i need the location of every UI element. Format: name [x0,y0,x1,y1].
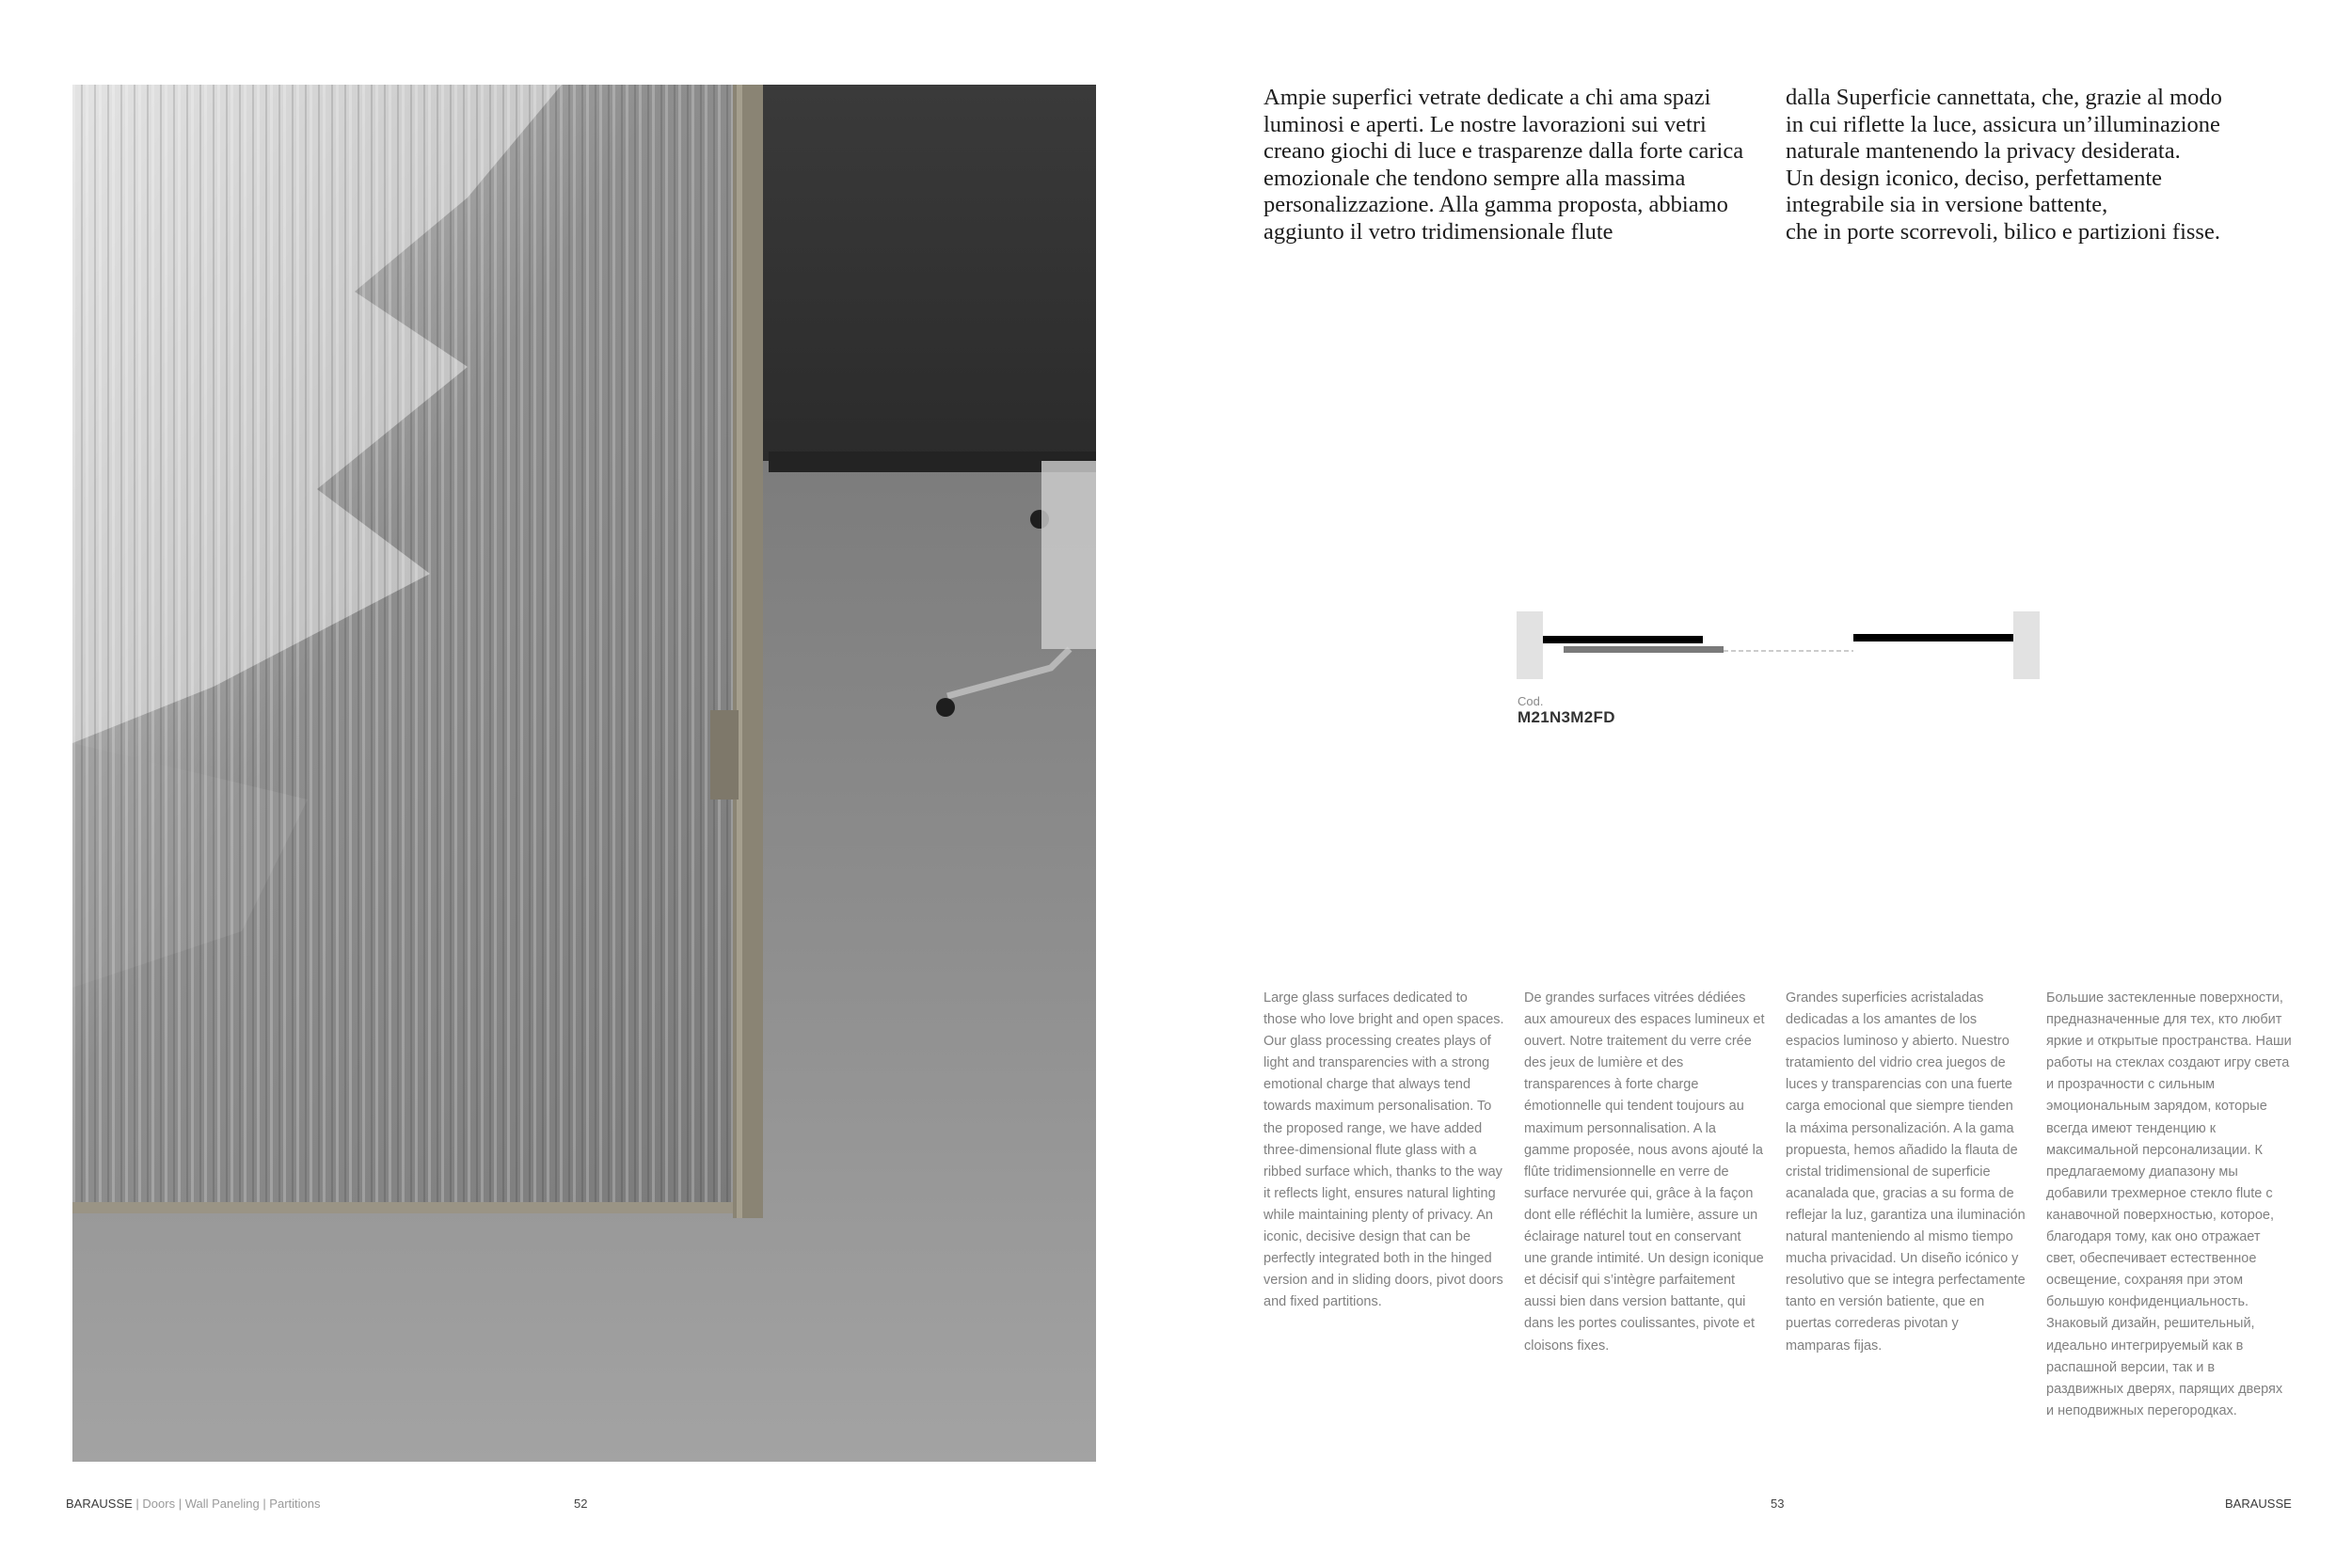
footer-left [66,1497,321,1511]
glass-panel [1564,646,1724,653]
intro-line: naturale mantenendo la privacy desiderata. [1786,138,2181,164]
footer-separator: | [132,1497,143,1511]
photo-illustration [72,85,1096,1462]
spanish-description [1786,988,2026,1357]
english-description [1263,988,1504,1313]
intro-text-left [1263,85,1772,245]
spanish-text: Grandes superficies acristaladas dedicadas a los amantes de los espacios luminoso y abierto. Nuestro tratamiento del vidrio crea juegos de luces y transparencias con una fuerte carga emocional que siempre tienden la máxima personalización. A la gama propuesta, hemos añadido la flauta de cristal tridimensional de superficie acanalada que, gracias a su forma de reflejar la luz, garantiza una iluminación natural manteniendo al mismo tiempo mucha privacidad. Un diseño icónico y resolutivo que se integra perfectamente tanto en versión batiente, que en puertas correderas pivotan y mamparas fijas. [1786,990,2026,1354]
sliding-door-plan-diagram [1517,611,2040,679]
page-number-right: 53 [1771,1497,1785,1511]
code-label: Cod. [1518,694,1544,708]
right-wall [2013,611,2040,679]
left-door-leaf [1543,636,1703,643]
intro-paragraph-left: Ampie superfici vetrate dedicate a chi ama spazi luminosi e aperti. Le nostre lavorazioni sui vetri creano giochi di luce e trasparenze dalla forte carica emozionale che tendono sempre alla massima personalizzazione. Alla gamma proposta, abbiamo aggiunto il vetro tridimensionale flute [1263,85,1744,245]
intro-line: dalla Superficie cannettata, che, grazie al modo [1786,85,2222,110]
intro-line: Un design iconico, deciso, perfettamente [1786,165,2163,191]
page-number-left: 52 [574,1497,588,1511]
left-wall [1517,611,1543,679]
footer-tagline: Doors | Wall Paneling | Partitions [142,1497,321,1511]
brand-name: BARAUSSE [66,1497,133,1511]
russian-description [2046,988,2293,1422]
brand-name-right: BARAUSSE [2225,1497,2292,1511]
right-door-leaf [1853,634,2013,641]
french-description [1524,988,1765,1357]
product-code: M21N3M2FD [1518,708,1615,726]
fluted-glass-door-photo [72,85,1096,1462]
english-text: Large glass surfaces dedicated to those who love bright and open spaces. Our glass processing creates plays of light and transparencies with a strong emotional charge that always tend towards maximum personalisation. To the proposed range, we have added three-dimensional flute glass with a ribbed surface which, thanks to the way it reflects light, ensures natural lighting while maintaining plenty of privacy. An iconic, decisive design that can be perfectly integrated both in the hinged version and in sliding doors, pivot doors and fixed partitions. [1263,990,1504,1310]
russian-text: Большие застекленные поверхности, предназначенные для тех, кто любит яркие и открытые пространства. Наши работы на стеклах создают игру света и прозрачности с сильным эмоциональным зарядом, которые всегда имеют тенденцию к максимальной персонализации. К предлагаемому диапазону мы добавили трехмерное стекло flute с канавочной поверхностью, которое, благодаря тому, как оно отражает свет, обеспечивает естественное освещение, сохраняя при этом большую конфиденциальность. Знаковый дизайн, решительный, идеально интегрируемый как в распашной версии, так и в раздвижных дверях, парящих дверях и неподвижных перегородках. [2046,990,2292,1418]
intro-text-right [1786,85,2284,245]
intro-line: in cui riflette la luce, assicura un’illuminazione [1786,111,2220,137]
intro-line: che in porte scorrevoli, bilico e partizioni fisse. [1786,218,2220,245]
french-text: De grandes surfaces vitrées dédiées aux amoureux des espaces lumineux et ouvert. Notre traitement du verre crée des jeux de lumière et des transparences à forte charge émotionnelle qui tendent toujours au maximum personnalisation. A la gamme proposée, nous avons ajouté la flûte tridimensionnelle en verre de surface nervurée qui, grâce à la façon dont elle réfléchit la lumière, assure un éclairage naturel tout en conservant une grande intimité. Un design iconique et décisif qui s’intègre parfaitement aussi bien dans version battante, qui dans les portes coulissantes, pivote et cloisons fixes. [1524,990,1765,1354]
intro-line: integrabile sia in versione battente, [1786,192,2108,217]
